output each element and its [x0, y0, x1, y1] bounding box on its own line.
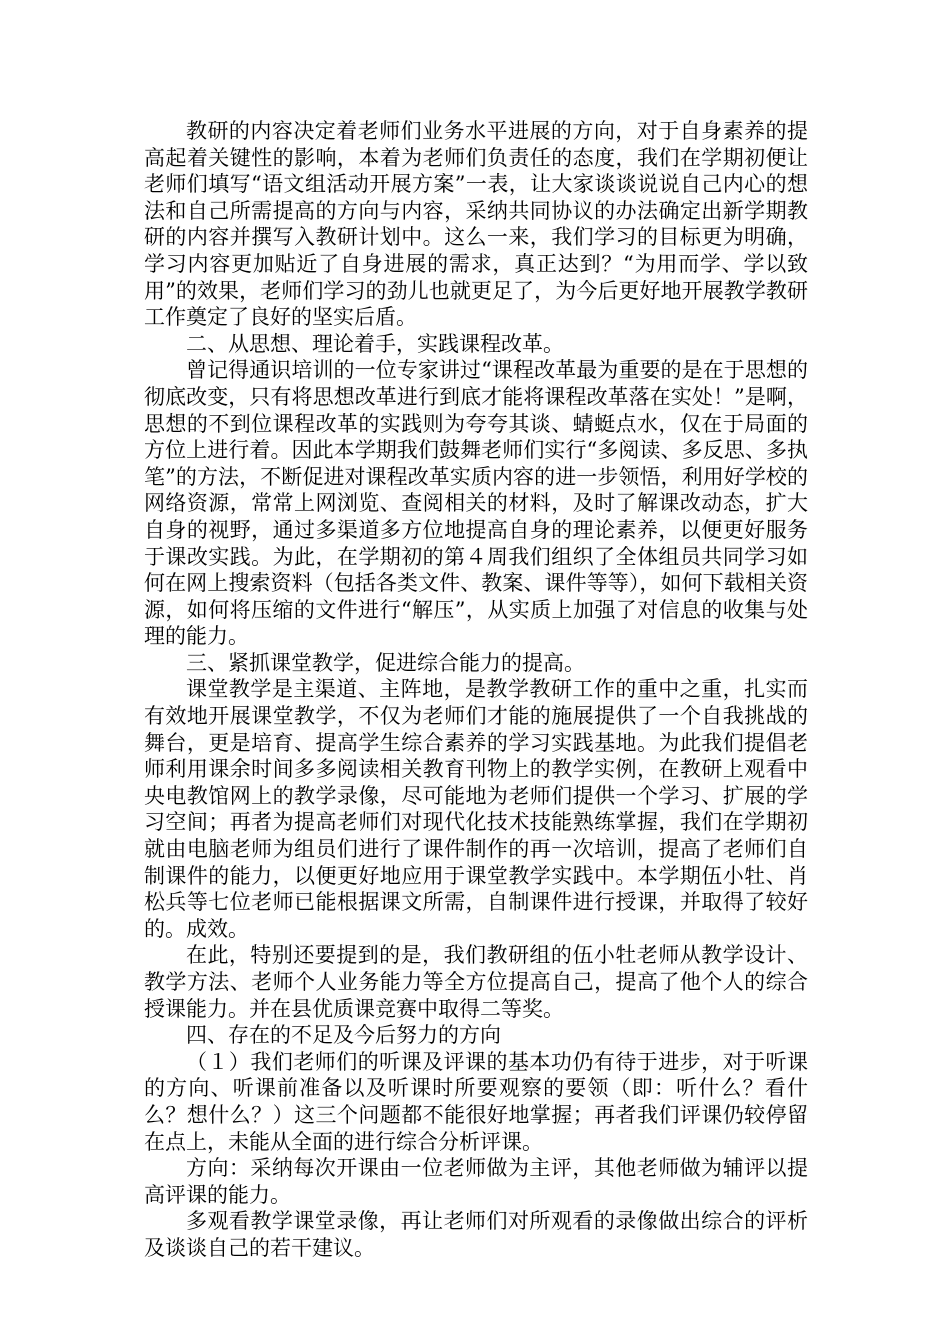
body-paragraph: （１）我们老师们的听课及评课的基本功仍有待于进步，对于听课的方向、听课前准备以及听课时所要观察的要领（即：听什么？看什么？想什么？）这三个问题都不能很好地掌握；再者我们评课仍较停留在点上，未能从全面的进行综合分析评课。	[144, 1049, 808, 1154]
body-paragraph: 课堂教学是主渠道、主阵地，是教学教研工作的重中之重，扎实而有效地开展课堂教学，不仅为老师们才能的施展提供了一个自我挑战的舞台，更是培育、提高学生综合素养的学习实践基地。为此我们提倡老师利用课余时间多多阅读相关教育刊物上的教学实例，在教研上观看中央电教馆网上的教学录像，尽可能地为老师们提供一个学习、扩展的学习空间；再者为提高老师们对现代化技术技能熟练掌握，我们在学期初就由电脑老师为组员们进行了课件制作的再一次培训，提高了老师们自制课件的能力，以便更好地应用于课堂教学实践中。本学期伍小牡、肖松兵等七位老师已能根据课文所需，自制课件进行授课，并取得了较好的。成效。	[144, 677, 808, 941]
body-paragraph: 曾记得通识培训的一位专家讲过“课程改革最为重要的是在于思想的彻底改变，只有将思想改革进行到底才能将课程改革落在实处！”是啊，思想的不到位课程改革的实践则为夸夸其谈、蜻蜓点水，仅在于局面的方位上进行着。因此本学期我们鼓舞老师们实行“多阅读、多反思、多执笔”的方法，不断促进对课程改革实质内容的进一步领悟，利用好学校的网络资源，常常上网浏览、查阅相关的材料，及时了解课改动态，扩大自身的视野，通过多渠道多方位地提高自身的理论素养，以便更好服务于课改实践。为此，在学期初的第４周我们组织了全体组员共同学习如何在网上搜索资料（包括各类文件、教案、课件等等），如何下载相关资源，如何将压缩的文件进行“解压”，从实质上加强了对信息的收集与处理的能力。	[144, 358, 808, 649]
body-paragraph: 方向：采纳每次开课由一位老师做为主评，其他老师做为辅评以提高评课的能力。	[144, 1156, 808, 1207]
body-paragraph: 多观看教学课堂录像，再让老师们对所观看的录像做出综合的评析及谈谈自己的若干建议。	[144, 1209, 808, 1260]
document-page	[144, 118, 808, 1262]
body-paragraph: 在此，特别还要提到的是，我们教研组的伍小牡老师从教学设计、教学方法、老师个人业务能力等全方位提高自己，提高了他个人的综合授课能力。并在县优质课竞赛中取得二等奖。	[144, 943, 808, 1021]
section-heading: 四、存在的不足及今后努力的方向	[186, 1023, 501, 1048]
section-heading: 二、从思想、理论着手，实践课程改革。	[186, 331, 564, 356]
section-heading: 三、紧抓课堂教学，促进综合能力的提高。	[186, 650, 585, 675]
body-paragraph: 教研的内容决定着老师们业务水平进展的方向，对于自身素养的提高起着关键性的影响，本着为老师们负责任的态度，我们在学期初便让老师们填写“语文组活动开展方案”一表，让大家谈谈说说自己内心的想法和自己所需提高的方向与内容，采纳共同协议的办法确定出新学期教研的内容并撰写入教研计划中。这么一来，我们学习的目标更为明确，学习内容更加贴近了自身进展的需求，真正达到？“为用而学、学以致用”的效果，老师们学习的劲儿也就更足了，为今后更好地开展教学教研工作奠定了良好的坚实后盾。	[144, 119, 808, 330]
